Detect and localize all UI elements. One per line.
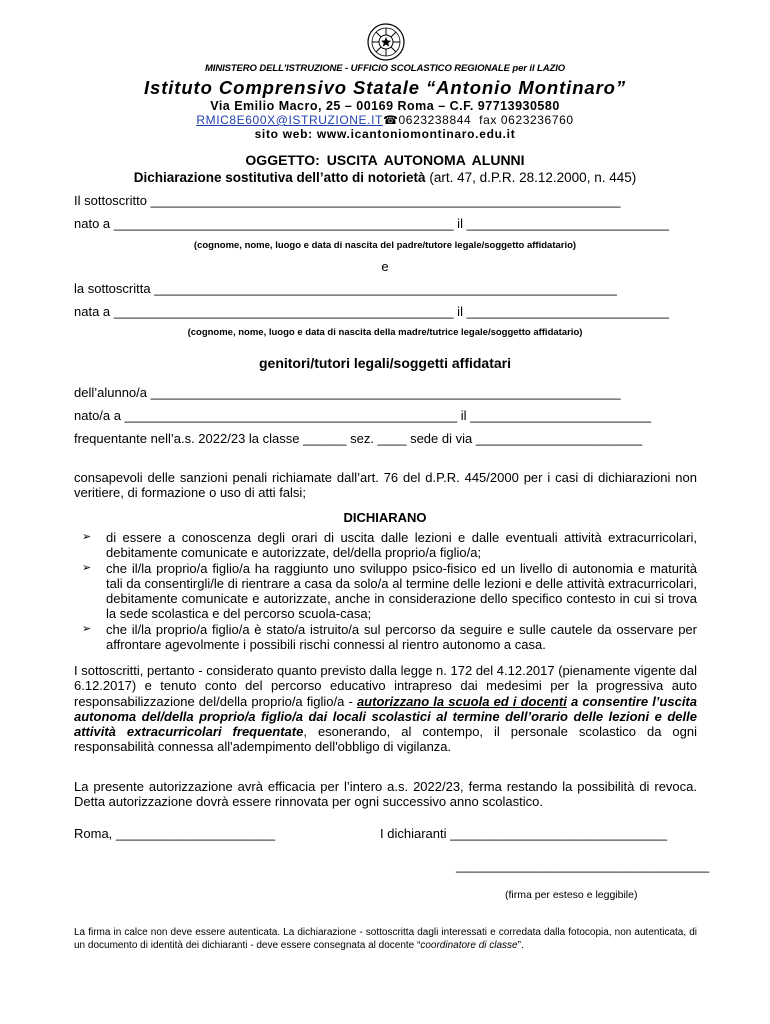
mother-caption: (cognome, nome, luogo e data di nascita della madre/tutrice legale/soggetto affidatario) (187, 327, 583, 338)
fax-number: fax 0623236760 (479, 113, 574, 127)
arrow-bullet-icon: ➢ (82, 561, 92, 574)
footnote-end: ”. (517, 939, 524, 951)
declaration-type-bold: Dichiarazione sostitutiva dell’atto di notorietà (133, 170, 426, 185)
student-class-field[interactable]: frequentante nell’a.s. 2022/23 la classe ______ sez. ____ sede di via _______________________ (74, 431, 643, 446)
place-date-field[interactable]: Roma, ______________________ (74, 826, 275, 841)
school-contacts (0, 113, 770, 127)
footnote-text: La firma in calce non deve essere autenticata. La dichiarazione - sottoscritta dagli interessati e corredata dalla fotocopia, non autenticata, di un documento di identità dei dichiaranti - deve essere consegnata al docente “ (74, 927, 697, 951)
declaration-reference: (art. 47, d.P.R. 28.12.2000, n. 445) (429, 170, 637, 185)
school-name: Istituto Comprensivo Statale “Antonio Montinaro” (143, 77, 627, 98)
validity-paragraph: La presente autorizzazione avrà efficacia per l’intero a.s. 2022/23, ferma restando la possibilità di revoca. Detta autorizzazione dovrà essere rinnovata per ogni successivo anno scolastico. (74, 779, 697, 810)
declaration-text: che il/la proprio/a figlio/a ha raggiunto uno sviluppo psico-fisico ed un livello di autonomia e maturità tali da consentirgli/le di rientrare a casa da solo/a al termine delle lezioni e delle attività extracurricolari, debitamente comunicate e autorizzate, anche in considerazione dello specifico contesto in cui si trova la sede scolastica e del percorso scuola-casa; (106, 560, 697, 622)
parents-heading: genitori/tutori legali/soggetti affidatari (258, 355, 511, 371)
declaration-item (74, 530, 697, 561)
father-caption: (cognome, nome, luogo e data di nascita del padre/tutore legale/soggetto affidatario) (193, 240, 577, 251)
father-name-field[interactable]: Il sottoscritto _________________________________________________________________ (74, 193, 621, 208)
declaration-item (74, 622, 697, 653)
declaration-text: di essere a conoscenza degli orari di uscita dalle lezioni e dalle eventuali attività extracurricolari, debitamente comunicate e autorizzate, del/della proprio/a figlio/a; (106, 530, 697, 561)
footnote-italic: coordinatore di classe (420, 939, 518, 951)
signature-caption: (firma per esteso e leggibile) (505, 889, 638, 901)
school-website: sito web: www.icantoniomontinaro.edu.it (254, 127, 516, 141)
father-birth-field[interactable]: nato a _______________________________________________ il ____________________________ (74, 216, 670, 231)
authorization-intro: I sottoscritti, pertanto - considerato quanto previsto dalla legge n. 172 del 4.12.2017 (pienamente vigente dal 6.12.2017) e tenuto conto del percorso educativo intrapreso dai medesimi per la progressiva auto responsabilizzazione del/della proprio/a figlio/a - (74, 663, 697, 709)
declare-heading: DICHIARANO (343, 510, 427, 525)
arrow-bullet-icon: ➢ (82, 531, 92, 543)
authorization-paragraph (74, 663, 697, 755)
arrow-bullet-icon: ➢ (82, 622, 92, 635)
email-link[interactable]: RMIC8E600X@ISTRUZIONE.IT (196, 113, 383, 127)
italian-republic-emblem-icon (366, 22, 406, 62)
declaration-type (0, 170, 770, 185)
declaration-text: che il/la proprio/a figlio/a è stato/a istruito/a sul percorso da seguire e sulle cautele da osservare per affrontare agevolmente i possibili rischi connessi al rientro autonomo a casa. (106, 621, 697, 653)
authorization-underlined: autorizzano la scuola ed i docenti (356, 693, 567, 709)
telephone-icon: ☎ (382, 113, 399, 127)
awareness-paragraph: consapevoli delle sanzioni penali richiamate dall’art. 76 del d.P.R. 445/2000 per i casi di dichiarazioni non veritiere, di formazione o uso di atti falsi; (74, 470, 697, 501)
second-signature-field[interactable]: ___________________________________ (456, 858, 710, 873)
student-name-field[interactable]: dell’alunno/a _________________________________________________________________ (74, 385, 621, 400)
ministry-line: MINISTERO DELL'ISTRUZIONE - UFFICIO SCOLASTICO REGIONALE per il LAZIO (204, 63, 566, 74)
authorization-bold: a consentire l’uscita autonoma del/della proprio/a figlio/a dai locali scolastici al termine dell’orario delle lezioni e delle attività extracurricolari frequentate (74, 693, 697, 740)
mother-name-field[interactable]: la sottoscritta ________________________________________________________________ (74, 281, 617, 296)
footnote (74, 927, 697, 952)
school-address: Via Emilio Macro, 25 – 00169 Roma – C.F. 97713930580 (210, 99, 560, 113)
mother-birth-field[interactable]: nata a _______________________________________________ il ____________________________ (74, 304, 670, 319)
student-birth-field[interactable]: nato/a a ______________________________________________ il _________________________ (74, 408, 651, 423)
conjunction: e (381, 259, 389, 274)
declarations-list (74, 530, 697, 652)
declaration-item (74, 561, 697, 622)
authorization-tail: , esonerando, al contempo, il personale scolastico da ogni responsabilità connessa all'adempimento dell'obbligo di vigilanza. (74, 724, 697, 755)
declarants-signature-field[interactable]: I dichiaranti ______________________________ (380, 826, 667, 841)
subject-title: OGGETTO: USCITA AUTONOMA ALUNNI (245, 152, 525, 168)
phone-number: 0623238844 (398, 113, 472, 127)
